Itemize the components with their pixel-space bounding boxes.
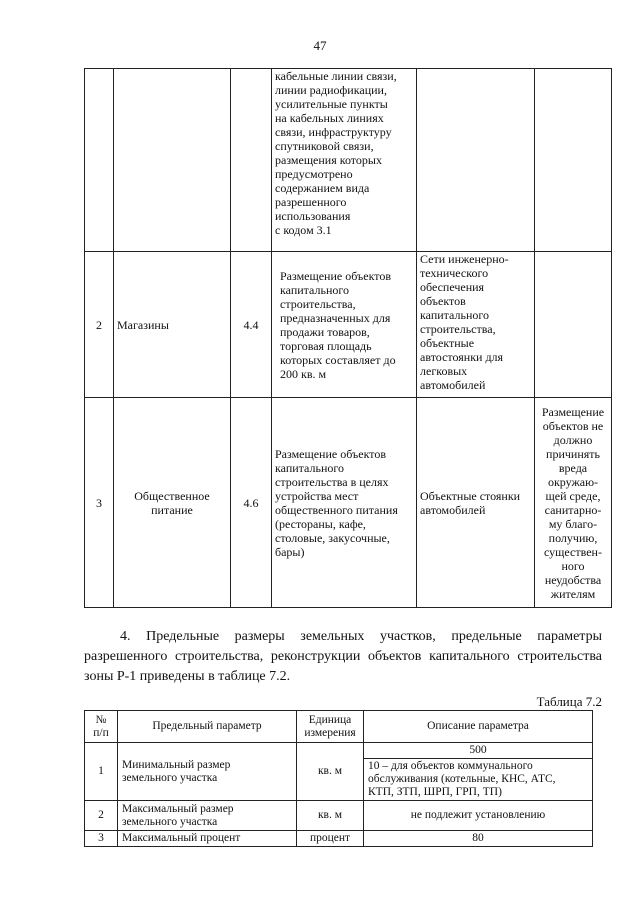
unit-cell: процент bbox=[297, 831, 364, 847]
parameters-table bbox=[84, 710, 593, 847]
text-line: обеспечения bbox=[420, 280, 485, 294]
text-line: земельного участка bbox=[122, 771, 218, 784]
unit-cell: кв. м bbox=[297, 743, 364, 801]
use-code: 4.4 bbox=[231, 252, 272, 398]
auxiliary-cell bbox=[417, 398, 535, 608]
text-line: № bbox=[95, 713, 107, 726]
permitted-use-table bbox=[84, 68, 612, 608]
text-line: объектов bbox=[420, 294, 466, 308]
text-line: земельного участка bbox=[122, 815, 218, 828]
text-line: объектов не bbox=[542, 418, 604, 433]
use-code: 4.6 bbox=[231, 398, 272, 608]
table-row bbox=[85, 69, 612, 252]
description-cell bbox=[272, 69, 417, 252]
text-line: устройства мест bbox=[275, 488, 359, 503]
text-line: строительства в целях bbox=[275, 474, 389, 489]
text-line: столовые, закусочные, bbox=[275, 530, 390, 545]
text-line: (рестораны, кафе, bbox=[275, 516, 366, 531]
use-name: Общественное питание bbox=[114, 398, 231, 608]
header-unit bbox=[297, 711, 364, 743]
table-row bbox=[85, 398, 612, 608]
text-line: окружаю- bbox=[547, 474, 599, 489]
text-line: получию, bbox=[548, 530, 598, 545]
param-cell bbox=[118, 743, 297, 801]
text-line: вреда bbox=[558, 460, 588, 475]
text-line: автомобилей bbox=[420, 378, 486, 392]
text-line: автомобилей bbox=[420, 502, 486, 517]
text-line: Размещение bbox=[541, 404, 605, 419]
text-line: технического bbox=[420, 266, 489, 280]
text-line: линии радиофикации, bbox=[275, 83, 387, 97]
text-line: щей среде, bbox=[545, 488, 601, 503]
text-line: легковых bbox=[420, 364, 468, 378]
text-line: Максимальный процент bbox=[122, 832, 241, 844]
text-line: усилительные пункты bbox=[275, 97, 388, 111]
header-desc: Описание параметра bbox=[364, 711, 593, 743]
text-line: использования bbox=[275, 209, 351, 223]
text-line: спутниковой связи, bbox=[275, 139, 374, 153]
text-line: Максимальный размер bbox=[122, 802, 234, 815]
text-line: КТП, ЗТП, ШРП, ГРП, ТП) bbox=[368, 786, 502, 798]
text-line: неудобства bbox=[544, 572, 602, 587]
paragraph-4: 4. Предельные размеры земельных участков, предельные параметры разрешенного строительства, реконструкции объектов капитального строительства зоны Р-1 приведены в таблице 7.2. bbox=[84, 629, 602, 684]
text-line: Сети инженерно- bbox=[420, 252, 509, 266]
desc-cell bbox=[364, 759, 593, 801]
page-number: 47 bbox=[313, 38, 327, 53]
param-cell bbox=[118, 801, 297, 831]
row-number: 3 bbox=[85, 398, 114, 608]
text-line: строительства, bbox=[280, 296, 356, 311]
text-line: Объектные стоянки bbox=[420, 488, 521, 503]
text-line: 200 кв. м bbox=[280, 366, 327, 381]
text-line: на кабельных линиях bbox=[275, 111, 384, 125]
text-line: общественного питания bbox=[275, 502, 398, 517]
text-line: предназначенных для bbox=[280, 310, 391, 325]
text-line: содержанием вида bbox=[275, 181, 370, 195]
table-label: Таблица 7.2 bbox=[536, 694, 602, 709]
header-row bbox=[85, 711, 593, 743]
desc-cell: не подлежит установлению bbox=[364, 801, 593, 831]
description-cell bbox=[272, 252, 417, 398]
text-line: капитального bbox=[420, 308, 489, 322]
text-line: жителям bbox=[550, 586, 596, 601]
text-line: 10 – для объектов коммунального bbox=[368, 760, 533, 772]
text-line: существен- bbox=[544, 544, 602, 559]
row-number: 3 bbox=[85, 831, 118, 847]
text-line: бары) bbox=[275, 544, 305, 559]
header-param: Предельный параметр bbox=[118, 711, 297, 743]
table-row bbox=[85, 831, 593, 847]
text-line: объектные bbox=[420, 336, 475, 350]
param-cell bbox=[118, 831, 297, 847]
text-line: санитарно- bbox=[544, 502, 602, 517]
auxiliary-cell bbox=[417, 252, 535, 398]
text-line: размещения которых bbox=[275, 153, 382, 167]
text-line: строительства, bbox=[420, 322, 496, 336]
text-line: Размещение объектов bbox=[280, 268, 391, 283]
text-line: обслуживания (котельные, КНС, АТС, bbox=[368, 773, 556, 785]
row-number: 1 bbox=[85, 743, 118, 801]
table-row bbox=[85, 743, 593, 759]
text-line: которых составляет до bbox=[280, 352, 396, 367]
text-line: му благо- bbox=[548, 516, 598, 531]
unit-cell: кв. м bbox=[297, 801, 364, 831]
desc-cell: 500 bbox=[364, 743, 593, 759]
text-line: торговая площадь bbox=[280, 338, 372, 353]
text-line: ного bbox=[561, 558, 585, 573]
text-line: с кодом 3.1 bbox=[275, 223, 332, 237]
desc-cell: 80 bbox=[364, 831, 593, 847]
table-row bbox=[85, 801, 593, 831]
text-line: предусмотрено bbox=[275, 167, 353, 181]
description-cell bbox=[272, 398, 417, 608]
text-line: Минимальный размер bbox=[122, 758, 231, 771]
text-line: измерения bbox=[304, 726, 356, 739]
text-line: разрешенного bbox=[275, 195, 347, 209]
text-line: кабельные линии связи, bbox=[275, 69, 397, 83]
row-number: 2 bbox=[85, 801, 118, 831]
row-number: 2 bbox=[85, 252, 114, 398]
text-line: Единица bbox=[308, 713, 352, 726]
table-row bbox=[85, 252, 612, 398]
text-line: связи, инфраструктуру bbox=[275, 125, 392, 139]
text-line: должно bbox=[553, 432, 593, 447]
text-line: капитального bbox=[280, 282, 349, 297]
text-line: Размещение объектов bbox=[275, 446, 386, 461]
text-line: автостоянки для bbox=[420, 350, 504, 364]
conditions-cell bbox=[535, 398, 612, 608]
text-line: причинять bbox=[546, 446, 600, 461]
text-line: п/п bbox=[93, 726, 109, 739]
text-line: капитального bbox=[275, 460, 344, 475]
header-num bbox=[85, 711, 118, 743]
text-line: продажи товаров, bbox=[280, 324, 370, 339]
use-name: Магазины bbox=[114, 252, 231, 398]
